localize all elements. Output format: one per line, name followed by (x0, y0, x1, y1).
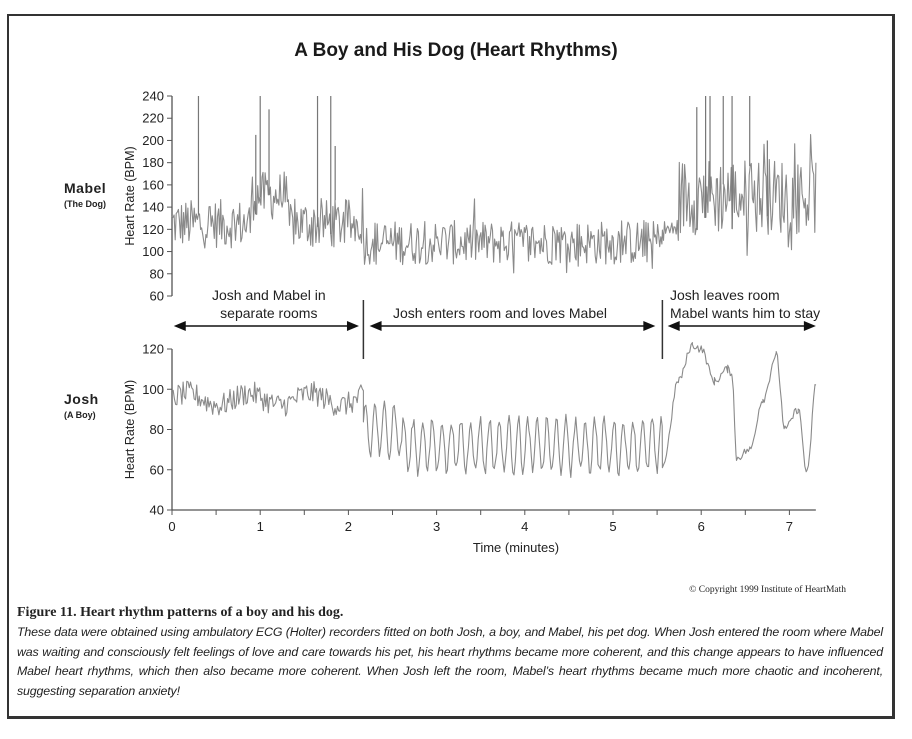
x-tick-label: 7 (785, 519, 794, 534)
arrow-right-head (347, 321, 359, 331)
annotation-line: separate rooms (220, 305, 318, 321)
caption-body: These data were obtained using ambulatory ECG (Holter) recorders fitted on both Josh, a boy, and Mabel, his pet dog. When Josh entered the room where Mabel was waiting and consciously felt feelings of love and care towards his pet, his heart rhythms became more coherent, and this change appears to have influenced Mabel heart rhythms, which then also became more coherent. When Josh left the room, Mabel’s heart rhythms became much more chaotic and incoherent, suggesting separation anxiety! (17, 625, 883, 698)
x-tick-label: 0 (168, 519, 176, 534)
arrow-left-head (174, 321, 186, 331)
y-tick-label: 80 (149, 266, 164, 282)
x-tick-label: 3 (432, 519, 441, 534)
panel-name: Mabel (64, 180, 107, 196)
annotation-leaves-room (670, 286, 820, 322)
y-tick-label: 180 (142, 155, 164, 171)
caption-title: Figure 11. Heart rhythm patterns of a boy and his dog. (17, 605, 344, 620)
annotation-line: Josh enters room and loves Mabel (393, 305, 607, 321)
arrow-left-head (668, 321, 680, 331)
annotation-line: Mabel wants him to stay (670, 305, 821, 321)
annotation-enters-room (393, 304, 607, 322)
y-tick-label: 40 (149, 502, 164, 518)
panel-label-josh (64, 391, 99, 420)
panel-subtitle: (A Boy) (64, 410, 96, 420)
y-tick-label: 80 (149, 422, 164, 437)
x-axis-label: Time (minutes) (472, 540, 560, 555)
y-tick-label: 220 (142, 110, 164, 126)
x-tick-label: 4 (521, 519, 529, 534)
x-tick-label: 2 (344, 519, 353, 534)
y-axis-label: Heart Rate (BPM) (123, 379, 137, 480)
x-tick-label: 1 (256, 519, 264, 534)
panel-label-mabel (64, 180, 106, 209)
panel-name: Josh (64, 391, 99, 407)
series-line-josh (172, 343, 816, 478)
panel-subtitle: (The Dog) (64, 199, 106, 209)
annotation-line: Josh leaves room (670, 287, 780, 303)
chart-title: A Boy and His Dog (Heart Rhythms) (294, 40, 618, 61)
y-tick-label: 160 (142, 177, 164, 193)
figure-caption (17, 605, 883, 701)
y-tick-label: 60 (149, 462, 164, 478)
arrow-right-head (643, 321, 655, 331)
annotation-line: Josh and Mabel in (212, 287, 326, 303)
x-tick-label: 6 (697, 519, 705, 534)
y-tick-label: 120 (142, 221, 164, 237)
y-tick-label: 240 (142, 88, 164, 104)
y-tick-label: 60 (149, 288, 164, 304)
y-tick-label: 100 (142, 244, 164, 260)
arrow-right-head (804, 321, 816, 331)
y-tick-label: 140 (142, 199, 164, 215)
annotation-separate-rooms (212, 286, 326, 322)
y-tick-label: 200 (142, 132, 164, 148)
y-axis-label: Heart Rate (BPM) (123, 146, 137, 246)
y-tick-label: 120 (142, 341, 164, 357)
y-tick-label: 100 (142, 381, 164, 397)
x-tick-label: 5 (609, 519, 617, 534)
arrow-left-head (370, 321, 382, 331)
copyright-notice: © Copyright 1999 Institute of HeartMath (689, 585, 846, 595)
